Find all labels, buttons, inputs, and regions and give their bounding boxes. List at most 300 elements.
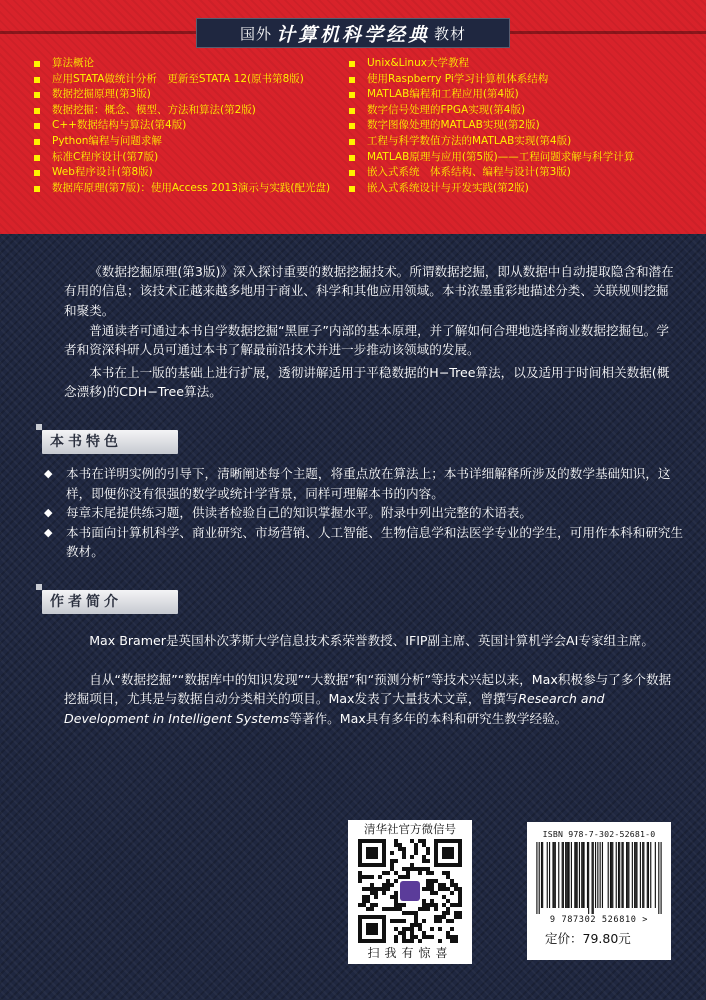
book-list-item: 数据挖掘：概念、模型、方法和算法(第2版) — [34, 103, 344, 119]
qr-module — [418, 923, 422, 927]
qr-module — [458, 899, 462, 903]
qr-module — [430, 871, 434, 875]
qr-module — [382, 871, 386, 875]
barcode-bar — [642, 842, 643, 908]
qr-module — [450, 839, 454, 843]
qr-module — [382, 843, 386, 847]
qr-module — [374, 887, 378, 891]
barcode-bar — [635, 842, 636, 908]
qr-module — [374, 915, 378, 919]
qr-module — [366, 899, 370, 903]
qr-module — [358, 903, 362, 907]
barcode-bar — [626, 842, 627, 908]
qr-module — [450, 927, 454, 931]
qr-module — [418, 927, 422, 931]
qr-module — [406, 927, 410, 931]
series-prefix: 国外 — [239, 24, 272, 43]
qr-module — [394, 927, 398, 931]
qr-module — [370, 931, 374, 935]
barcode-bar — [569, 842, 570, 908]
qr-module — [382, 863, 386, 867]
qr-module — [394, 899, 398, 903]
qr-module — [422, 931, 426, 935]
qr-module — [446, 847, 450, 851]
qr-module — [358, 939, 362, 943]
qr-module — [422, 907, 426, 911]
qr-module — [394, 903, 398, 907]
qr-module — [398, 907, 402, 911]
qr-module — [458, 887, 462, 891]
qr-module — [458, 839, 462, 843]
book-list-item: MATLAB原理与应用(第5版)——工程问题求解与科学计算 — [349, 150, 689, 166]
barcode-bar — [542, 842, 543, 908]
barcode-bar — [577, 842, 578, 908]
qr-module — [386, 871, 390, 875]
qr-module — [426, 871, 430, 875]
qr-module — [358, 863, 362, 867]
qr-module — [390, 863, 394, 867]
qr-module — [422, 839, 426, 843]
qr-module — [362, 887, 366, 891]
qr-module — [410, 863, 414, 867]
qr-module — [374, 839, 378, 843]
book-list-item: 数字信号处理的FPGA实现(第4版) — [349, 103, 689, 119]
qr-module — [394, 919, 398, 923]
barcode-bar — [650, 842, 651, 908]
qr-module — [410, 867, 414, 871]
square-bullet-icon — [349, 61, 355, 67]
qr-module — [402, 875, 406, 879]
qr-module — [450, 847, 454, 851]
book-list-item: Unix&Linux大学教程 — [349, 56, 689, 72]
qr-module — [434, 903, 438, 907]
qr-module — [390, 867, 394, 871]
barcode-bar — [558, 842, 559, 908]
qr-module — [406, 871, 410, 875]
qr-module — [450, 863, 454, 867]
barcode-bar — [567, 842, 568, 908]
qr-module — [386, 879, 390, 883]
qr-module — [414, 911, 418, 915]
qr-module — [422, 899, 426, 903]
barcode-bar — [628, 842, 629, 908]
barcode-bar — [539, 842, 540, 914]
qr-module — [410, 855, 414, 859]
qr-code-icon[interactable] — [358, 839, 462, 943]
qr-module — [454, 915, 458, 919]
qr-module — [402, 867, 406, 871]
qr-module — [358, 839, 362, 843]
qr-module — [358, 847, 362, 851]
qr-module — [422, 867, 426, 871]
feature-item: ◆ 本书在详明实例的引导下，清晰阐述每个主题，将重点放在算法上；本书详细解释所涉及的数学基础知识，这样，即便你没有很强的数学或统计学背景，同样可理解本书的内容。 — [44, 466, 671, 501]
qr-module — [418, 839, 422, 843]
qr-module — [418, 907, 422, 911]
qr-module — [430, 903, 434, 907]
qr-module — [362, 895, 366, 899]
barcode-bar — [616, 842, 617, 908]
qr-module — [366, 851, 370, 855]
qr-module — [430, 927, 434, 931]
qr-module — [382, 883, 386, 887]
qr-module — [426, 847, 430, 851]
qr-module — [358, 855, 362, 859]
series-emphasis: 计算机科学经典 — [275, 23, 430, 46]
qr-module — [446, 931, 450, 935]
qr-module — [370, 887, 374, 891]
qr-module — [442, 863, 446, 867]
intro-paragraph-1: 《数据挖掘原理(第3版)》深入探讨重要的数据挖掘技术。所谓数据挖掘，即从数据中自动提取隐含和潜在有用的信息；该技术正越来越多地用于商业、科学和其他应用领域。本书浓墨重彩地描述分类、关联规则挖掘和聚类。 — [64, 264, 674, 318]
qr-caption-bottom: 扫我有惊喜 — [367, 946, 453, 960]
qr-module — [438, 919, 442, 923]
qr-module — [394, 891, 398, 895]
qr-module — [446, 839, 450, 843]
qr-module — [382, 923, 386, 927]
qr-module — [434, 879, 438, 883]
author-paragraph-1: Max Bramer是英国朴次茅斯大学信息技术系荣誉教授、IFIP副主席、英国计算机学会AI专家组主席。 — [89, 633, 654, 648]
barcode-bar — [608, 842, 609, 908]
qr-module — [374, 939, 378, 943]
qr-module — [402, 931, 406, 935]
qr-module — [434, 859, 438, 863]
barcode-bar — [648, 842, 649, 908]
book-list-item: 标准C程序设计(第7版) — [34, 150, 344, 166]
barcode-bar — [547, 842, 548, 908]
qr-module — [366, 915, 370, 919]
qr-module — [398, 931, 402, 935]
qr-module — [442, 887, 446, 891]
qr-module — [374, 903, 378, 907]
qr-module — [458, 911, 462, 915]
qr-module — [418, 939, 422, 943]
qr-module — [402, 911, 406, 915]
qr-module — [370, 883, 374, 887]
barcode-bar — [621, 842, 622, 908]
qr-module — [450, 935, 454, 939]
book-list-item: Web程序设计(第8版) — [34, 165, 344, 181]
qr-module — [434, 919, 438, 923]
qr-module — [362, 899, 366, 903]
qr-module — [390, 907, 394, 911]
qr-module — [374, 927, 378, 931]
qr-module — [426, 887, 430, 891]
barcode-bar — [658, 842, 659, 914]
qr-module — [370, 847, 374, 851]
qr-module — [394, 935, 398, 939]
qr-module — [402, 855, 406, 859]
qr-module — [366, 847, 370, 851]
qr-module — [446, 935, 450, 939]
qr-module — [366, 875, 370, 879]
qr-module — [434, 847, 438, 851]
qr-module — [430, 883, 434, 887]
qr-module — [378, 863, 382, 867]
qr-module — [382, 839, 386, 843]
qr-module — [382, 855, 386, 859]
qr-module — [370, 939, 374, 943]
qr-module — [442, 903, 446, 907]
book-list-left — [34, 56, 344, 196]
qr-module — [426, 935, 430, 939]
barcode-bar — [588, 842, 589, 914]
qr-module — [414, 915, 418, 919]
book-list-item: 工程与科学数值方法的MATLAB实现(第4版) — [349, 134, 689, 150]
qr-module — [402, 847, 406, 851]
qr-module — [414, 935, 418, 939]
square-bullet-icon — [34, 92, 40, 98]
qr-module — [434, 907, 438, 911]
qr-module — [370, 927, 374, 931]
qr-module — [358, 843, 362, 847]
series-title-banner — [0, 18, 706, 48]
square-bullet-icon — [349, 108, 355, 114]
qr-module — [442, 915, 446, 919]
barcode-bar — [562, 842, 563, 908]
banner-stripe-right — [508, 31, 706, 34]
qr-module — [442, 851, 446, 855]
qr-module — [438, 915, 442, 919]
qr-module — [402, 903, 406, 907]
square-bullet-icon — [34, 123, 40, 129]
book-list-item: Python编程与问题求解 — [34, 134, 344, 150]
qr-module — [410, 839, 414, 843]
qr-module — [366, 907, 370, 911]
qr-module — [446, 887, 450, 891]
square-bullet-icon — [349, 186, 355, 192]
qr-module — [370, 907, 374, 911]
features-heading: 本书特色 — [42, 430, 178, 454]
qr-module — [422, 919, 426, 923]
qr-module — [410, 927, 414, 931]
barcode-bar — [587, 842, 588, 908]
qr-module — [406, 875, 410, 879]
barcode-bar — [571, 842, 572, 908]
barcode-bar — [634, 842, 635, 908]
qr-module — [414, 919, 418, 923]
qr-module — [434, 855, 438, 859]
isbn-barcode-panel — [527, 822, 671, 960]
qr-module — [370, 855, 374, 859]
qr-module — [390, 895, 394, 899]
qr-module — [446, 863, 450, 867]
qr-module — [382, 927, 386, 931]
square-bullet-icon — [349, 77, 355, 83]
barcode-bar — [612, 842, 613, 908]
header-corner-mark — [36, 424, 42, 430]
qr-module — [366, 923, 370, 927]
qr-module — [446, 875, 450, 879]
qr-module — [382, 891, 386, 895]
qr-module — [426, 867, 430, 871]
qr-module — [374, 923, 378, 927]
book-list-right — [349, 56, 689, 196]
book-title-italic: Research and Development in Intelligent Systems — [64, 691, 605, 726]
qr-module — [374, 863, 378, 867]
author-section-header — [36, 584, 180, 618]
diamond-bullet-icon: ◆ — [44, 467, 53, 480]
qr-module — [434, 863, 438, 867]
barcode-bar — [618, 842, 619, 908]
barcode-bar — [597, 842, 598, 908]
qr-module — [458, 847, 462, 851]
qr-module — [442, 839, 446, 843]
qr-module — [458, 895, 462, 899]
qr-module — [390, 859, 394, 863]
ean-digits: 9 787302 526810 > — [549, 915, 649, 925]
barcode-bar — [661, 842, 662, 914]
qr-module — [430, 899, 434, 903]
qr-module — [458, 855, 462, 859]
qr-module — [438, 927, 442, 931]
qr-module — [426, 859, 430, 863]
qr-module — [450, 855, 454, 859]
book-list-item: 嵌入式系统 体系结构、编程与设计(第3版) — [349, 165, 689, 181]
qr-module — [454, 839, 458, 843]
qr-module — [402, 919, 406, 923]
book-list-item: 应用STATA做统计分析 更新至STATA 12(原书第8版) — [34, 72, 344, 88]
qr-module — [422, 855, 426, 859]
barcode-bar — [563, 842, 564, 908]
publisher-logo-icon — [400, 881, 420, 901]
qr-module — [390, 919, 394, 923]
features-list — [44, 464, 684, 562]
book-list-item: 使用Raspberry Pi学习计算机体系结构 — [349, 72, 689, 88]
barcode-bar — [552, 842, 553, 908]
book-list-item: 嵌入式系统设计与开发实践(第2版) — [349, 181, 689, 197]
qr-module — [398, 875, 402, 879]
qr-module — [430, 891, 434, 895]
square-bullet-icon — [349, 139, 355, 145]
qr-module — [410, 939, 414, 943]
square-bullet-icon — [34, 170, 40, 176]
qr-module — [414, 847, 418, 851]
qr-module — [382, 859, 386, 863]
qr-module — [438, 883, 442, 887]
qr-module — [366, 839, 370, 843]
qr-module — [382, 931, 386, 935]
qr-module — [374, 895, 378, 899]
qr-module — [454, 903, 458, 907]
qr-module — [450, 939, 454, 943]
qr-module — [434, 839, 438, 843]
qr-module — [374, 931, 378, 935]
qr-module — [370, 863, 374, 867]
qr-module — [394, 907, 398, 911]
barcode-bar — [636, 842, 637, 908]
qr-module — [382, 851, 386, 855]
qr-module — [442, 855, 446, 859]
qr-module — [422, 887, 426, 891]
author-paragraph-2: 自从“数据挖掘”“数据库中的知识发现”“大数据”和“预测分析”等技术兴起以来，Max积极参与了多个数据挖掘项目，尤其是与数据自动分类相关的项目。Max发表了大量技术文章，曾撰写Research and Development in Intelligent Systems等著作。Max具有多年的本科和研究生教学经验。 — [64, 672, 672, 726]
qr-module — [426, 907, 430, 911]
qr-module — [374, 891, 378, 895]
qr-module — [378, 875, 382, 879]
qr-module — [394, 879, 398, 883]
barcode-bar — [581, 842, 582, 908]
qr-module — [406, 939, 410, 943]
banner-stripe-left — [0, 31, 196, 34]
qr-module — [446, 919, 450, 923]
qr-module — [394, 871, 398, 875]
qr-module — [422, 843, 426, 847]
qr-module — [406, 867, 410, 871]
qr-module — [450, 903, 454, 907]
qr-module — [422, 935, 426, 939]
qr-module — [394, 895, 398, 899]
book-list-item: C++数据结构与算法(第4版) — [34, 118, 344, 134]
barcode-bar — [583, 842, 584, 908]
qr-module — [374, 847, 378, 851]
qr-module — [402, 851, 406, 855]
qr-module — [454, 911, 458, 915]
qr-module — [370, 875, 374, 879]
qr-module — [382, 939, 386, 943]
barcode-bar — [575, 842, 576, 908]
qr-module — [378, 887, 382, 891]
qr-module — [358, 915, 362, 919]
qr-module — [442, 871, 446, 875]
qr-module — [370, 923, 374, 927]
qr-module — [358, 875, 362, 879]
square-bullet-icon — [34, 61, 40, 67]
qr-module — [430, 887, 434, 891]
price-label: 定价：79.80元 — [545, 931, 631, 946]
diamond-bullet-icon: ◆ — [44, 525, 53, 539]
qr-module — [450, 891, 454, 895]
book-list-item: MATLAB编程和工程应用(第4版) — [349, 87, 689, 103]
square-bullet-icon — [34, 186, 40, 192]
qr-module — [382, 887, 386, 891]
qr-module — [422, 859, 426, 863]
qr-module — [382, 935, 386, 939]
qr-module — [450, 851, 454, 855]
barcode-bar — [600, 842, 601, 908]
barcode-bar — [632, 842, 633, 908]
qr-module — [362, 939, 366, 943]
qr-caption-top: 清华社官方微信号 — [364, 822, 456, 836]
qr-module — [414, 867, 418, 871]
barcode-bar — [623, 842, 624, 908]
qr-module — [358, 927, 362, 931]
qr-module — [458, 915, 462, 919]
barcode-bar — [574, 842, 575, 908]
barcode-bar — [619, 842, 620, 908]
qr-module — [398, 903, 402, 907]
barcode-bar — [582, 842, 583, 908]
square-bullet-icon — [34, 139, 40, 145]
intro-paragraph-2: 普通读者可通过本书自学数据挖掘“黑匣子”内部的基本原理，并了解如何合理地选择商业数据挖掘包。学者和资深科研人员可通过本书了解最前沿技术并进一步推动该领域的发展。 — [64, 323, 669, 358]
qr-module — [414, 851, 418, 855]
qr-module — [410, 935, 414, 939]
qr-module — [362, 875, 366, 879]
square-bullet-icon — [349, 170, 355, 176]
qr-module — [370, 891, 374, 895]
qr-module — [378, 839, 382, 843]
qr-module — [422, 903, 426, 907]
qr-module — [366, 855, 370, 859]
qr-module — [442, 895, 446, 899]
qr-module — [362, 903, 366, 907]
qr-module — [370, 851, 374, 855]
barcode-bar — [549, 842, 550, 908]
qr-module — [414, 843, 418, 847]
qr-module — [366, 931, 370, 935]
qr-module — [394, 939, 398, 943]
qr-module — [450, 919, 454, 923]
square-bullet-icon — [349, 92, 355, 98]
qr-module — [370, 839, 374, 843]
qr-module — [446, 851, 450, 855]
